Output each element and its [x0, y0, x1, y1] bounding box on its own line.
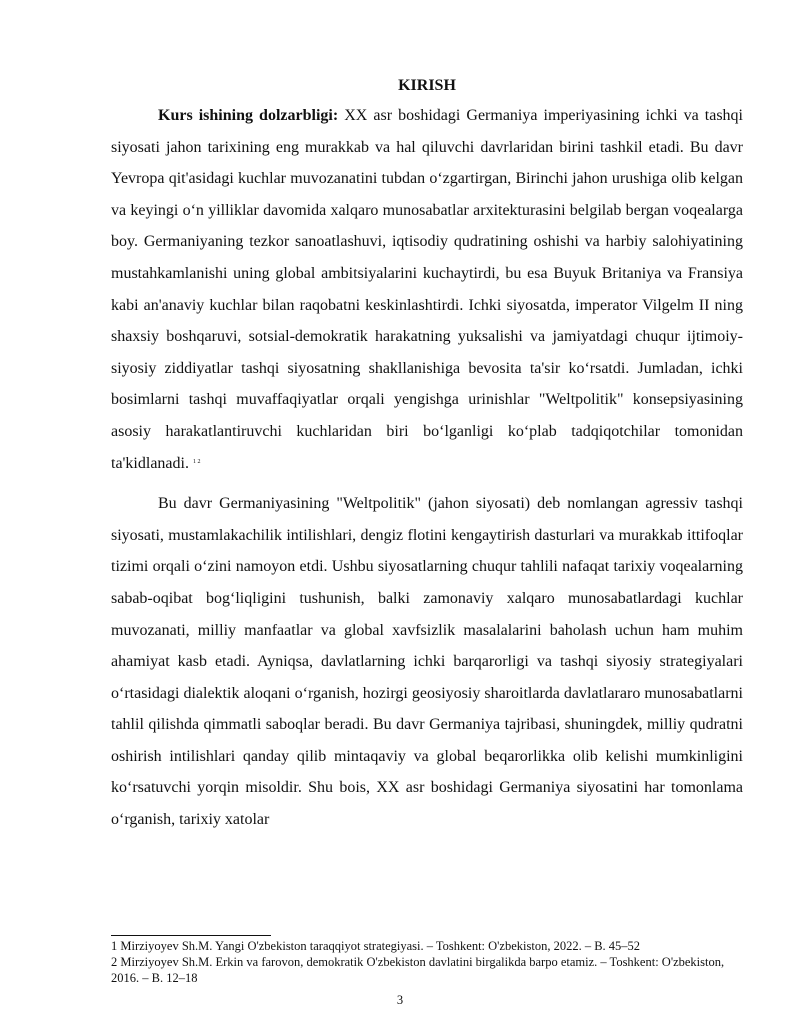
footnote-references[interactable]: 1 2 [192, 458, 201, 465]
page-number: 3 [396, 993, 404, 1007]
footnote-separator [111, 935, 271, 936]
section-title: KIRISH [398, 77, 456, 94]
page-body [111, 76, 743, 836]
footnote-item: 1 Mirziyoyev Sh.M. Yangi O'zbekiston taraqqiyot strategiyasi. – Toshkent: O'zbekiston, 2022. – B. 45–52 [111, 939, 641, 953]
footnotes [111, 938, 743, 986]
footnote-item: 2 Mirziyoyev Sh.M. Erkin va farovon, demokratik O'zbekiston davlatini birgalikda barpo etamiz. – Toshkent: O'zbekiston, 2016. – B. 12–18 [111, 955, 725, 985]
paragraph-relevance [111, 100, 743, 479]
paragraph-text: XX asr boshidagi Germaniya imperiyasining ichki va tashqi siyosati jahon tarixining eng murakkab va hal qiluvchi davrlaridan birini tashkil etadi. Bu davr Yevropa qit'asidagi kuchlar muvozanatini tubdan o‘zgartirgan, Birinchi jahon urushiga olib kelgan va keyingi o‘n yilliklar davomida xalqaro munosabatlar arxitekturasini belgilab bergan voqealarga boy. Germaniyaning tezkor sanoatlashuvi, iqtisodiy qudratining oshishi va harbiy salohiyatining mustahkamlanishi uning global ambitsiyalarini kuchaytirdi, bu esa Buyuk Britaniya va Fransiya kabi an'anaviy kuchlar bilan raqobatni keskinlashtirdi. Ichki siyosatda, imperator Vilgelm II ning shaxsiy boshqaruvi, sotsial-demokratik harakatning yuksalishi va jamiyatdagi chuqur ijtimoiy-siyosiy ziddiyatlar tashqi siyosatning shakllanishiga bevosita ta'sir ko‘rsatdi. Jumladan, ichki bosimlarni tashqi muvaffaqiyatlar orqali yengishga urinishlar "Weltpolitik" konsepsiyasining asosiy harakatlantiruvchi kuchlaridan biri bo‘lganligi ko‘plab tadqiqotchilar tomonidan ta'kidlanadi. [111, 107, 744, 472]
paragraph-lead-heading: Kurs ishining dolzarbligi: [158, 107, 339, 124]
paragraph-weltpolitik: Bu davr Germaniyasining "Weltpolitik" (jahon siyosati) deb nomlangan agressiv tashqi siyosati, mustamlakachilik intilishlari, dengiz flotini kengaytirish dasturlari va murakkab ittifoqlar tizimi orqali o‘zini namoyon etdi. Ushbu siyosatlarning chuqur tahlili nafaqat tarixiy voqealarning sabab-oqibat bog‘liqligini tushunish, balki zamonaviy xalqaro munosabatlardagi kuchlar muvozanati, milliy manfaatlar va global xavfsizlik masalalarini baholash uchun ham muhim ahamiyat kasb etadi. Ayniqsa, davlatlarning ichki barqarorligi va tashqi siyosiy strategiyalari o‘rtasidagi dialektik aloqani o‘rganish, hozirgi geosiyosiy sharoitlarda davlatlararo munosabatlarni tahlil qilishda qimmatli saboqlar beradi. Bu davr Germaniya tajribasi, shuningdek, milliy qudratni oshirish intilishlari qanday qilib mintaqaviy va global beqarorlikka olib kelishi mumkinligini ko‘rsatuvchi yorqin misoldir. Shu bois, XX asr boshidagi Germaniya siyosatini har tomonlama o‘rganish, tarixiy xatolar [111, 495, 743, 829]
